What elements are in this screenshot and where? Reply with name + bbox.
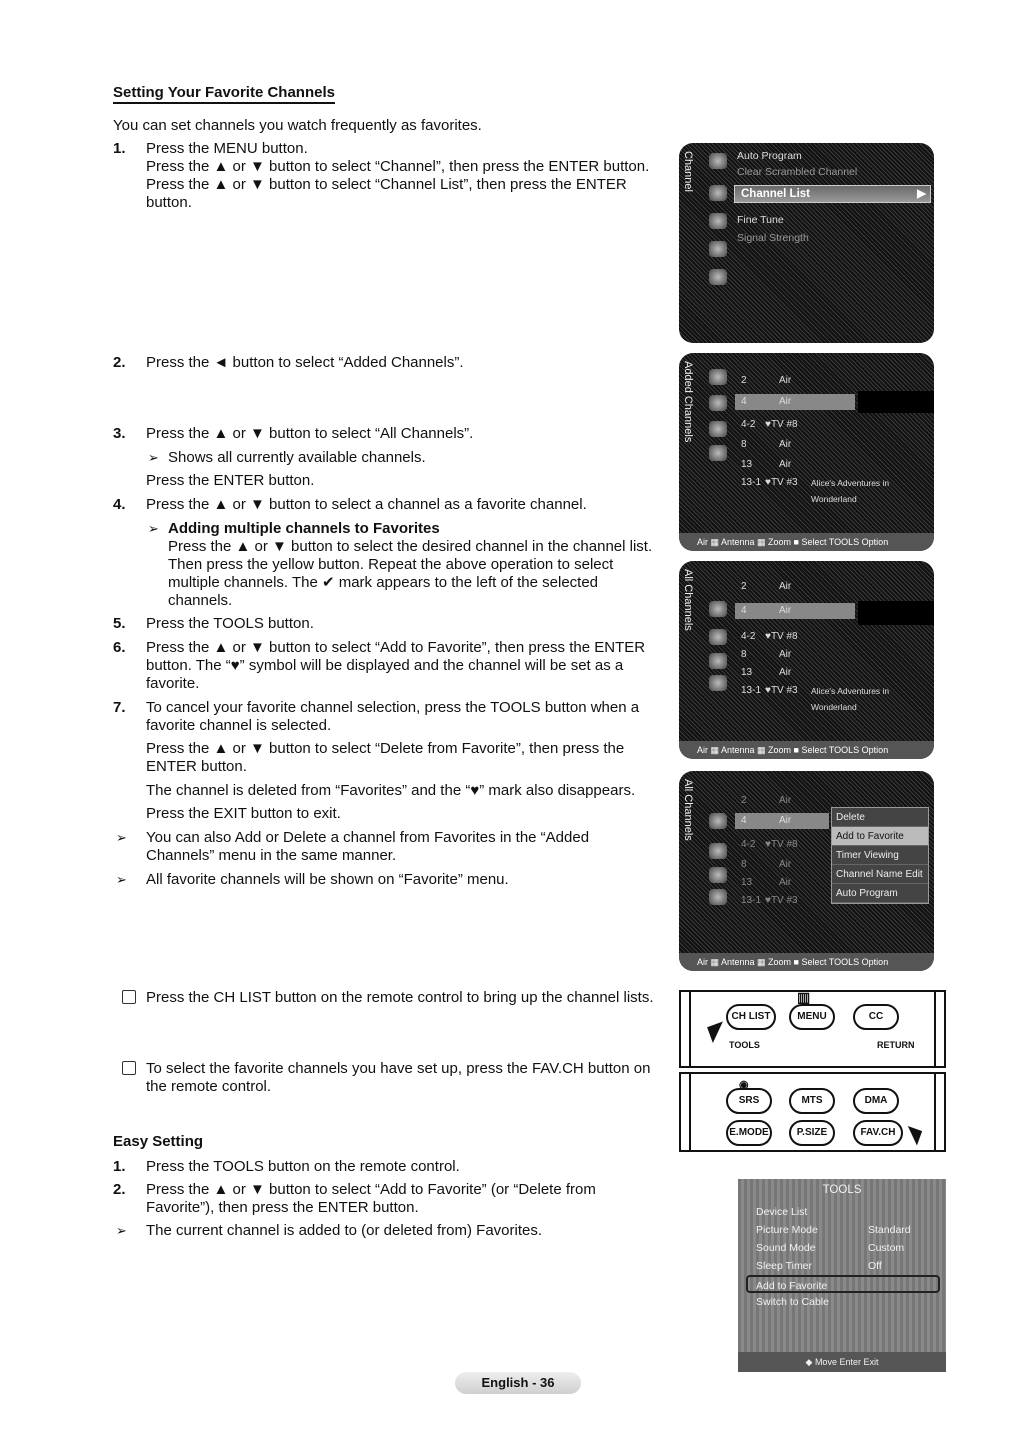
note-icon bbox=[122, 990, 136, 1004]
step-1-line-1: Press the MENU button. bbox=[146, 140, 308, 157]
easy-step-2: Press the ▲ or ▼ button to select “Add to Favorite” (or “Delete from Favorite”), then press the ENTER button. bbox=[146, 1181, 596, 1216]
note-2: All favorite channels will be shown on “Favorite” menu. bbox=[146, 871, 509, 888]
favorite-icon bbox=[709, 421, 727, 437]
step-1-line-3: Press the ▲ or ▼ button to select “Channel List”, then press the ENTER button. bbox=[146, 176, 627, 211]
application-icon bbox=[709, 269, 727, 285]
step-7: To cancel your favorite channel selection, press the TOOLS button when a favorite channel is selected. bbox=[146, 699, 640, 734]
cc-button[interactable]: CC bbox=[853, 1004, 899, 1030]
tools-footer: ◆ Move Enter Exit bbox=[738, 1352, 946, 1372]
added-channels-icon bbox=[709, 395, 727, 411]
channel-number: 8 bbox=[741, 439, 747, 450]
input-icon bbox=[709, 241, 727, 257]
channel-number: 13 bbox=[741, 459, 753, 470]
help-bar: Air ▦ Antenna ▦ Zoom ■ Select TOOLS Option bbox=[679, 741, 934, 759]
channel-number: 13-1 bbox=[741, 685, 762, 696]
tools-item-label: Device List bbox=[756, 1206, 808, 1218]
menu-item[interactable]: Clear Scrambled Channel bbox=[737, 166, 858, 178]
channel-number: 4 bbox=[741, 605, 747, 616]
arrow-note-icon: ➢ bbox=[148, 450, 159, 465]
programmed-icon bbox=[709, 889, 727, 905]
help-bar: Air ▦ Antenna ▦ Zoom ■ Select TOOLS Option bbox=[679, 533, 934, 551]
added-channels-icon bbox=[709, 629, 727, 645]
all-channels-icon bbox=[709, 369, 727, 385]
channel-row[interactable] bbox=[735, 647, 931, 663]
channel-name: Alice's Adventures in Wonderland bbox=[811, 686, 890, 712]
page-footer: English - 36 bbox=[455, 1372, 581, 1394]
channel-number: 4 bbox=[741, 396, 747, 407]
channel-number: 4 bbox=[741, 815, 747, 826]
menu-item[interactable]: Fine Tune bbox=[737, 214, 784, 226]
tools-item-sleep-timer[interactable] bbox=[756, 1257, 926, 1275]
tip-2: To select the favorite channels you have set up, press the FAV.CH button on the remote control. bbox=[146, 1060, 651, 1095]
channel-type: ♥TV #8 bbox=[765, 839, 798, 850]
channel-number: 8 bbox=[741, 649, 747, 660]
menu-item-selected[interactable] bbox=[734, 185, 931, 203]
tools-item-add-favorite[interactable] bbox=[746, 1275, 940, 1293]
channel-number: 2 bbox=[741, 795, 747, 806]
channel-type: Air bbox=[779, 795, 792, 806]
menu-item[interactable]: Auto Program bbox=[737, 150, 802, 162]
channel-type: ♥TV #8 bbox=[765, 419, 798, 430]
tools-item-value: Off bbox=[868, 1260, 882, 1272]
channel-number: 13-1 bbox=[741, 477, 762, 488]
easy-setting-title: Easy Setting bbox=[113, 1133, 204, 1150]
all-channels-screen bbox=[679, 561, 934, 759]
popup-item-timer-viewing[interactable]: Timer Viewing bbox=[832, 846, 928, 865]
channel-type: Air bbox=[779, 815, 792, 826]
tools-item-value: Standard bbox=[868, 1224, 911, 1236]
channel-row-selected[interactable] bbox=[735, 603, 855, 619]
popup-item-auto-program[interactable]: Auto Program bbox=[832, 884, 928, 903]
step-3-after: Press the ENTER button. bbox=[146, 472, 315, 489]
menu-item-label: Channel List bbox=[741, 188, 811, 200]
channel-number: 4-2 bbox=[741, 419, 756, 430]
tools-item-switch-cable[interactable] bbox=[756, 1293, 926, 1311]
channel-number: 13 bbox=[741, 877, 753, 888]
channel-type: Air bbox=[779, 649, 792, 660]
remote-illustration bbox=[679, 990, 946, 1068]
all-channels-tools-screen bbox=[679, 771, 934, 971]
channel-type: ♥TV #8 bbox=[765, 631, 798, 642]
channel-number: 2 bbox=[741, 375, 747, 386]
tools-title: TOOLS bbox=[822, 1184, 862, 1196]
intro-text: You can set channels you watch frequently as favorites. bbox=[113, 117, 482, 134]
channel-row[interactable] bbox=[735, 457, 931, 473]
return-label: RETURN bbox=[877, 1040, 915, 1050]
popup-item-channel-name-edit[interactable]: Channel Name Edit bbox=[832, 865, 928, 884]
tools-popup bbox=[831, 807, 929, 904]
arrow-note-icon: ➢ bbox=[116, 872, 127, 887]
side-label: Added Channels bbox=[682, 361, 694, 443]
tools-item-label: Sound Mode bbox=[756, 1242, 816, 1254]
favorite-icon bbox=[709, 867, 727, 883]
tools-item-label: Add to Favorite bbox=[756, 1280, 828, 1292]
programmed-icon bbox=[709, 445, 727, 461]
programmed-icon bbox=[709, 675, 727, 691]
p-size-button[interactable]: P.SIZE bbox=[789, 1120, 835, 1146]
added-channels-screen bbox=[679, 353, 934, 551]
pointer-arrow-icon: ◤ bbox=[705, 1015, 730, 1046]
channel-type: ♥TV #3 bbox=[765, 477, 798, 488]
channel-row[interactable] bbox=[735, 437, 931, 453]
popup-item-add-favorite[interactable]: Add to Favorite bbox=[832, 827, 928, 846]
arrow-note-icon: ➢ bbox=[116, 1223, 127, 1238]
tools-item-device-list[interactable] bbox=[756, 1203, 926, 1221]
channel-type: ♥TV #3 bbox=[765, 895, 798, 906]
channel-row[interactable] bbox=[735, 373, 931, 389]
tip-1: Press the CH LIST button on the remote control to bring up the channel lists. bbox=[146, 989, 654, 1006]
chevron-right-icon: ▶ bbox=[917, 188, 926, 200]
channel-type: ♥TV #3 bbox=[765, 685, 798, 696]
easy-step-1: Press the TOOLS button on the remote control. bbox=[146, 1158, 460, 1175]
step-7-p2: Press the ▲ or ▼ button to select “Delete from Favorite”, then press the ENTER button. bbox=[146, 740, 625, 775]
channel-name: Alice's Adventures in Wonderland bbox=[811, 478, 890, 504]
step-3-note: Shows all currently available channels. bbox=[168, 449, 426, 466]
channel-type: Air bbox=[779, 459, 792, 470]
side-label: All Channels bbox=[682, 779, 694, 841]
remote-illustration bbox=[679, 1072, 946, 1152]
menu-item[interactable]: Signal Strength bbox=[737, 232, 809, 244]
tools-item-label: Picture Mode bbox=[756, 1224, 818, 1236]
channel-type: Air bbox=[779, 396, 792, 407]
channel-number: 4-2 bbox=[741, 631, 756, 642]
pointer-arrow-icon: ◥ bbox=[901, 1122, 924, 1148]
step-number: 7. bbox=[113, 699, 126, 716]
step-number: 1. bbox=[113, 140, 126, 157]
srs-button[interactable]: SRS bbox=[726, 1088, 772, 1114]
channel-number: 4-2 bbox=[741, 839, 756, 850]
arrow-note-icon: ➢ bbox=[148, 521, 159, 536]
channel-type: Air bbox=[779, 581, 792, 592]
section-title: Setting Your Favorite Channels bbox=[113, 84, 335, 104]
side-label: All Channels bbox=[682, 569, 694, 631]
black-bar bbox=[858, 391, 934, 413]
step-number: 1. bbox=[113, 1158, 126, 1175]
step-1 bbox=[146, 140, 666, 212]
added-channels-icon bbox=[709, 843, 727, 859]
step-4: Press the ▲ or ▼ button to select a channel as a favorite channel. bbox=[146, 496, 587, 513]
channel-type: Air bbox=[779, 605, 792, 616]
fav-ch-button[interactable]: FAV.CH bbox=[853, 1120, 903, 1146]
dma-button[interactable]: DMA bbox=[853, 1088, 899, 1114]
step-number: 2. bbox=[113, 354, 126, 371]
tools-item-sound-mode[interactable] bbox=[756, 1239, 926, 1257]
help-bar: Air ▦ Antenna ▦ Zoom ■ Select TOOLS Option bbox=[679, 953, 934, 971]
note-icon bbox=[122, 1061, 136, 1075]
easy-note: The current channel is added to (or deleted from) Favorites. bbox=[146, 1222, 543, 1239]
step-number: 6. bbox=[113, 639, 126, 656]
channel-type: Air bbox=[779, 877, 792, 888]
step-5: Press the TOOLS button. bbox=[146, 615, 314, 632]
tools-label: TOOLS bbox=[729, 1040, 760, 1050]
channel-row[interactable] bbox=[735, 579, 931, 595]
tools-menu bbox=[738, 1179, 946, 1372]
menu-button[interactable]: MENU bbox=[789, 1004, 835, 1030]
all-channels-icon bbox=[709, 813, 727, 829]
channel-icon bbox=[709, 153, 727, 169]
channel-row[interactable] bbox=[735, 665, 931, 681]
step-number: 4. bbox=[113, 496, 126, 513]
favorite-icon bbox=[709, 653, 727, 669]
info-icon: ▥ bbox=[797, 989, 811, 1005]
step-number: 5. bbox=[113, 615, 126, 632]
step-1-line-2: Press the ▲ or ▼ button to select “Channel”, then press the ENTER button. bbox=[146, 158, 650, 175]
step-number: 3. bbox=[113, 425, 126, 442]
channel-number: 13 bbox=[741, 667, 753, 678]
channel-number: 8 bbox=[741, 859, 747, 870]
arrow-note-icon: ➢ bbox=[116, 830, 127, 845]
step-number: 2. bbox=[113, 1181, 126, 1198]
step-4-subtext: Press the ▲ or ▼ button to select the desired channel in the channel list. Then press the yellow button. Repeat the above operation to select multiple channels. The ✔ mark appears to the left of the selected channels. bbox=[168, 538, 653, 609]
channel-number: 13-1 bbox=[741, 895, 762, 906]
step-6: Press the ▲ or ▼ button to select “Add to Favorite”, then press the ENTER button. The “♥” symbol will be displayed and the channel will be set as a favorite. bbox=[146, 639, 646, 692]
channel-row[interactable] bbox=[735, 683, 931, 712]
channel-menu-screen bbox=[679, 143, 934, 343]
step-7-p4: Press the EXIT button to exit. bbox=[146, 805, 341, 822]
mts-button[interactable]: MTS bbox=[789, 1088, 835, 1114]
step-3: Press the ▲ or ▼ button to select “All Channels”. bbox=[146, 425, 474, 442]
channel-type: Air bbox=[779, 439, 792, 450]
channel-row-selected[interactable] bbox=[735, 394, 855, 410]
tools-item-picture-mode[interactable] bbox=[756, 1221, 926, 1239]
channel-row-selected[interactable] bbox=[735, 813, 829, 829]
step-7-p3: The channel is deleted from “Favorites” and the “♥” mark also disappears. bbox=[146, 782, 636, 799]
step-2: Press the ◄ button to select “Added Channels”. bbox=[146, 354, 464, 371]
popup-item-delete[interactable]: Delete bbox=[832, 808, 928, 827]
channel-row[interactable] bbox=[735, 475, 931, 504]
channel-type: Air bbox=[779, 667, 792, 678]
channel-row[interactable] bbox=[735, 417, 931, 433]
channel-icon bbox=[709, 185, 727, 201]
channel-type: Air bbox=[779, 375, 792, 386]
tools-item-value: Custom bbox=[868, 1242, 905, 1254]
channel-type: Air bbox=[779, 859, 792, 870]
black-bar bbox=[858, 601, 934, 625]
note-1: You can also Add or Delete a channel from Favorites in the “Added Channels” menu in the same manner. bbox=[146, 829, 590, 864]
tools-item-label: Switch to Cable bbox=[756, 1296, 829, 1308]
channel-row[interactable] bbox=[735, 629, 931, 645]
side-label: Channel bbox=[682, 151, 694, 192]
all-channels-icon bbox=[709, 601, 727, 617]
channel-number: 2 bbox=[741, 581, 747, 592]
ch-list-button[interactable]: CH LIST bbox=[726, 1004, 776, 1030]
tools-item-label: Sleep Timer bbox=[756, 1260, 813, 1272]
srs-symbol-icon: ◉ bbox=[739, 1079, 749, 1091]
setup-icon bbox=[709, 213, 727, 229]
step-4-subtitle: Adding multiple channels to Favorites bbox=[168, 520, 440, 537]
e-mode-button[interactable]: E.MODE bbox=[726, 1120, 772, 1146]
